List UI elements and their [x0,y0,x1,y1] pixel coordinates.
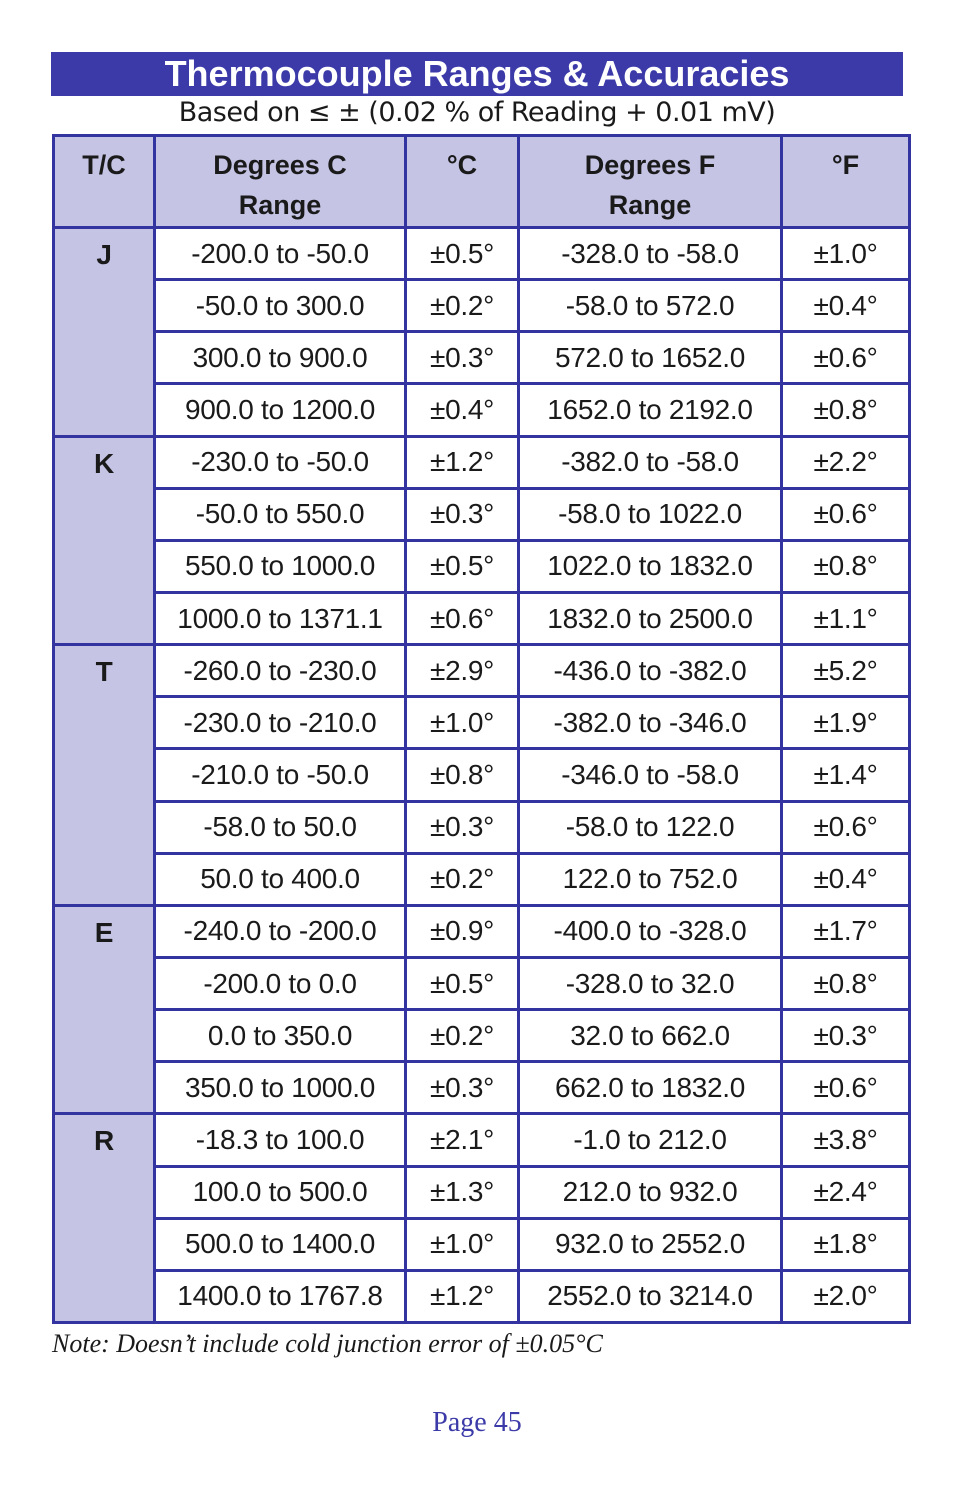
fahrenheit-accuracy-cell: ±1.7° [782,905,910,957]
celsius-range-cell: -200.0 to 0.0 [155,957,406,1009]
fahrenheit-accuracy-cell: ±2.4° [782,1166,910,1218]
table-row [54,1062,910,1114]
celsius-accuracy-cell: ±0.2° [406,1010,519,1062]
header-tc: T/C [54,136,155,228]
header-c-accuracy: °C [406,136,519,228]
celsius-accuracy-cell: ±1.0° [406,1218,519,1270]
header-f-accuracy: °F [782,136,910,228]
celsius-accuracy-cell: ±0.2° [406,853,519,905]
fahrenheit-range-cell: -328.0 to -58.0 [519,228,782,280]
celsius-range-cell: 100.0 to 500.0 [155,1166,406,1218]
celsius-accuracy-cell: ±2.9° [406,645,519,697]
table-row [54,488,910,540]
celsius-accuracy-cell: ±0.5° [406,957,519,1009]
fahrenheit-range-cell: 212.0 to 932.0 [519,1166,782,1218]
fahrenheit-accuracy-cell: ±1.9° [782,697,910,749]
fahrenheit-range-cell: -436.0 to -382.0 [519,645,782,697]
celsius-range-cell: 50.0 to 400.0 [155,853,406,905]
table-row [54,540,910,592]
celsius-range-cell: -230.0 to -50.0 [155,436,406,488]
fahrenheit-range-cell: 1652.0 to 2192.0 [519,384,782,436]
celsius-range-cell: -240.0 to -200.0 [155,905,406,957]
table-row [54,957,910,1009]
table-row [54,384,910,436]
fahrenheit-accuracy-cell: ±0.6° [782,488,910,540]
table-row [54,592,910,644]
celsius-range-cell: 300.0 to 900.0 [155,332,406,384]
fahrenheit-accuracy-cell: ±0.6° [782,1062,910,1114]
page-number: Page 45 [432,1407,522,1438]
table-row [54,1218,910,1270]
celsius-range-cell: -230.0 to -210.0 [155,697,406,749]
fahrenheit-accuracy-cell: ±0.8° [782,957,910,1009]
fahrenheit-range-cell: -58.0 to 572.0 [519,280,782,332]
fahrenheit-range-cell: 1832.0 to 2500.0 [519,592,782,644]
fahrenheit-accuracy-cell: ±0.6° [782,332,910,384]
thermocouple-type: R [54,1114,155,1323]
table-row [54,645,910,697]
celsius-range-cell: 550.0 to 1000.0 [155,540,406,592]
celsius-accuracy-cell: ±0.6° [406,592,519,644]
celsius-range-cell: -18.3 to 100.0 [155,1114,406,1166]
celsius-accuracy-cell: ±1.2° [406,436,519,488]
fahrenheit-accuracy-cell: ±0.8° [782,540,910,592]
fahrenheit-accuracy-cell: ±2.2° [782,436,910,488]
page-title: Thermocouple Ranges & Accuracies [51,52,903,96]
table-row [54,801,910,853]
celsius-range-cell: -50.0 to 550.0 [155,488,406,540]
fahrenheit-range-cell: 662.0 to 1832.0 [519,1062,782,1114]
celsius-accuracy-cell: ±1.0° [406,697,519,749]
celsius-accuracy-cell: ±0.5° [406,540,519,592]
fahrenheit-range-cell: -400.0 to -328.0 [519,905,782,957]
thermocouple-type: J [54,228,155,437]
celsius-accuracy-cell: ±0.8° [406,749,519,801]
fahrenheit-accuracy-cell: ±0.3° [782,1010,910,1062]
celsius-range-cell: -210.0 to -50.0 [155,749,406,801]
thermocouple-type: T [54,645,155,906]
fahrenheit-range-cell: -382.0 to -58.0 [519,436,782,488]
fahrenheit-range-cell: 1022.0 to 1832.0 [519,540,782,592]
celsius-accuracy-cell: ±1.3° [406,1166,519,1218]
fahrenheit-accuracy-cell: ±1.4° [782,749,910,801]
celsius-range-cell: 500.0 to 1400.0 [155,1218,406,1270]
fahrenheit-range-cell: -346.0 to -58.0 [519,749,782,801]
table-row [54,749,910,801]
header-degrees-c-line1: Degrees C [213,150,347,180]
celsius-range-cell: 1400.0 to 1767.8 [155,1270,406,1322]
table-row [54,1270,910,1322]
fahrenheit-range-cell: -382.0 to -346.0 [519,697,782,749]
celsius-range-cell: -50.0 to 300.0 [155,280,406,332]
celsius-accuracy-cell: ±0.3° [406,1062,519,1114]
table-row [54,853,910,905]
fahrenheit-accuracy-cell: ±0.4° [782,853,910,905]
celsius-accuracy-cell: ±0.3° [406,488,519,540]
celsius-range-cell: 900.0 to 1200.0 [155,384,406,436]
fahrenheit-range-cell: -1.0 to 212.0 [519,1114,782,1166]
thermocouple-type: E [54,905,155,1114]
table-row [54,280,910,332]
celsius-accuracy-cell: ±0.3° [406,332,519,384]
table-row [54,697,910,749]
fahrenheit-range-cell: -58.0 to 122.0 [519,801,782,853]
fahrenheit-accuracy-cell: ±0.8° [782,384,910,436]
accuracy-basis-subtitle: Based on ≤ ± (0.02 % of Reading + 0.01 mV) [178,97,776,128]
celsius-range-cell: -200.0 to -50.0 [155,228,406,280]
table-body [54,228,910,1323]
fahrenheit-accuracy-cell: ±3.8° [782,1114,910,1166]
table-row [54,1010,910,1062]
fahrenheit-accuracy-cell: ±0.4° [782,280,910,332]
celsius-accuracy-cell: ±0.4° [406,384,519,436]
celsius-range-cell: -260.0 to -230.0 [155,645,406,697]
fahrenheit-range-cell: -328.0 to 32.0 [519,957,782,1009]
table-row [54,228,910,280]
celsius-accuracy-cell: ±0.9° [406,905,519,957]
thermocouple-type: K [54,436,155,645]
thermocouple-table [52,134,911,1324]
celsius-range-cell: 1000.0 to 1371.1 [155,592,406,644]
celsius-accuracy-cell: ±0.5° [406,228,519,280]
celsius-accuracy-cell: ±0.3° [406,801,519,853]
header-degrees-f-line2: Range [608,190,692,220]
fahrenheit-accuracy-cell: ±1.0° [782,228,910,280]
fahrenheit-accuracy-cell: ±1.8° [782,1218,910,1270]
table-row [54,332,910,384]
fahrenheit-range-cell: 932.0 to 2552.0 [519,1218,782,1270]
header-degrees-c-range [155,136,406,228]
celsius-accuracy-cell: ±0.2° [406,280,519,332]
celsius-range-cell: 350.0 to 1000.0 [155,1062,406,1114]
fahrenheit-accuracy-cell: ±1.1° [782,592,910,644]
celsius-accuracy-cell: ±2.1° [406,1114,519,1166]
header-degrees-f-range [519,136,782,228]
table-header [54,136,910,228]
celsius-range-cell: 0.0 to 350.0 [155,1010,406,1062]
cold-junction-note: Note: Doesn’t include cold junction error of ±0.05°C [52,1329,603,1358]
celsius-accuracy-cell: ±1.2° [406,1270,519,1322]
table-row [54,1166,910,1218]
fahrenheit-range-cell: 122.0 to 752.0 [519,853,782,905]
table-row [54,905,910,957]
fahrenheit-range-cell: 2552.0 to 3214.0 [519,1270,782,1322]
table-row [54,1114,910,1166]
fahrenheit-accuracy-cell: ±2.0° [782,1270,910,1322]
fahrenheit-range-cell: 572.0 to 1652.0 [519,332,782,384]
header-degrees-c-line2: Range [238,190,322,220]
fahrenheit-range-cell: 32.0 to 662.0 [519,1010,782,1062]
fahrenheit-accuracy-cell: ±5.2° [782,645,910,697]
celsius-range-cell: -58.0 to 50.0 [155,801,406,853]
table-row [54,436,910,488]
fahrenheit-accuracy-cell: ±0.6° [782,801,910,853]
fahrenheit-range-cell: -58.0 to 1022.0 [519,488,782,540]
header-degrees-f-line1: Degrees F [584,150,716,180]
